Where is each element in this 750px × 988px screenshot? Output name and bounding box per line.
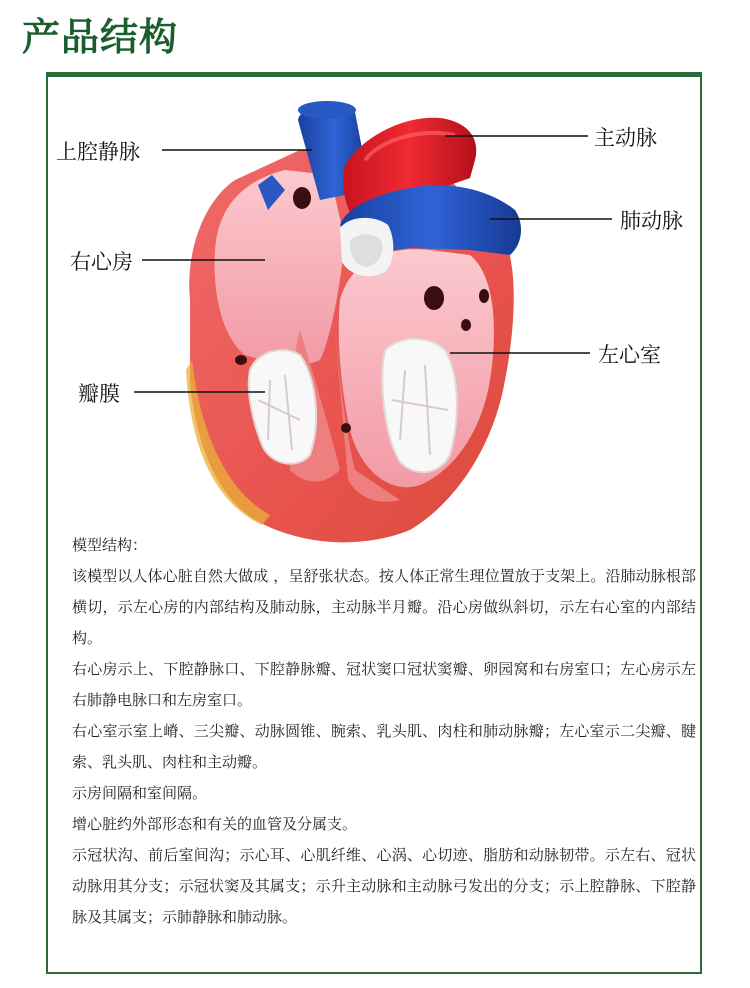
description-paragraph: 增心脏约外部形态和有关的血管及分属支。 bbox=[72, 815, 358, 833]
description-paragraph: 示冠状沟、前后室间沟；示心耳、心肌纤维、心涡、心切迹、脂肪和动脉韧带。示左右、冠状动脉用其分支；示冠状窦及其属支；示升主动脉和主动脉弓发出的分支；示上腔静脉、下腔静脉及其属支；示肺静脉和肺动脉。 bbox=[72, 846, 696, 926]
label-pulmonary-artery: 肺动脉 bbox=[620, 209, 683, 233]
label-superior-vena-cava: 上腔静脉 bbox=[56, 140, 140, 164]
description-paragraph: 右心房示上、下腔静脉口、下腔静脉瓣、冠状窦口冠状窦瓣、卵园窝和右房室口；左心房示左右肺静电脉口和左房室口。 bbox=[72, 660, 696, 709]
description-paragraph: 示房间隔和室间隔。 bbox=[72, 784, 208, 802]
description-paragraph: 右心室示室上嵴、三尖瓣、动脉圆锥、腕索、乳头肌、肉柱和肺动脉瓣；左心室示二尖瓣、腱索、乳头肌、肉柱和主动瓣。 bbox=[72, 722, 696, 771]
label-left-ventricle: 左心室 bbox=[598, 343, 661, 367]
label-valve: 瓣膜 bbox=[78, 382, 120, 406]
description-heading: 模型结构： bbox=[72, 536, 148, 554]
label-right-atrium: 右心房 bbox=[70, 250, 133, 274]
model-description bbox=[72, 530, 696, 933]
description-paragraph: 该模型以人体心脏自然大做成 ，呈舒张状态。按人体正常生理位置放于支架上。沿肺动脉根部横切，示左心房的内部结构及肺动脉，主动脉半月瓣。沿心房做纵斜切，示左右心室的内部结构。 bbox=[72, 567, 696, 647]
page-title: 产品结构 bbox=[22, 15, 179, 59]
label-aorta: 主动脉 bbox=[594, 126, 657, 150]
